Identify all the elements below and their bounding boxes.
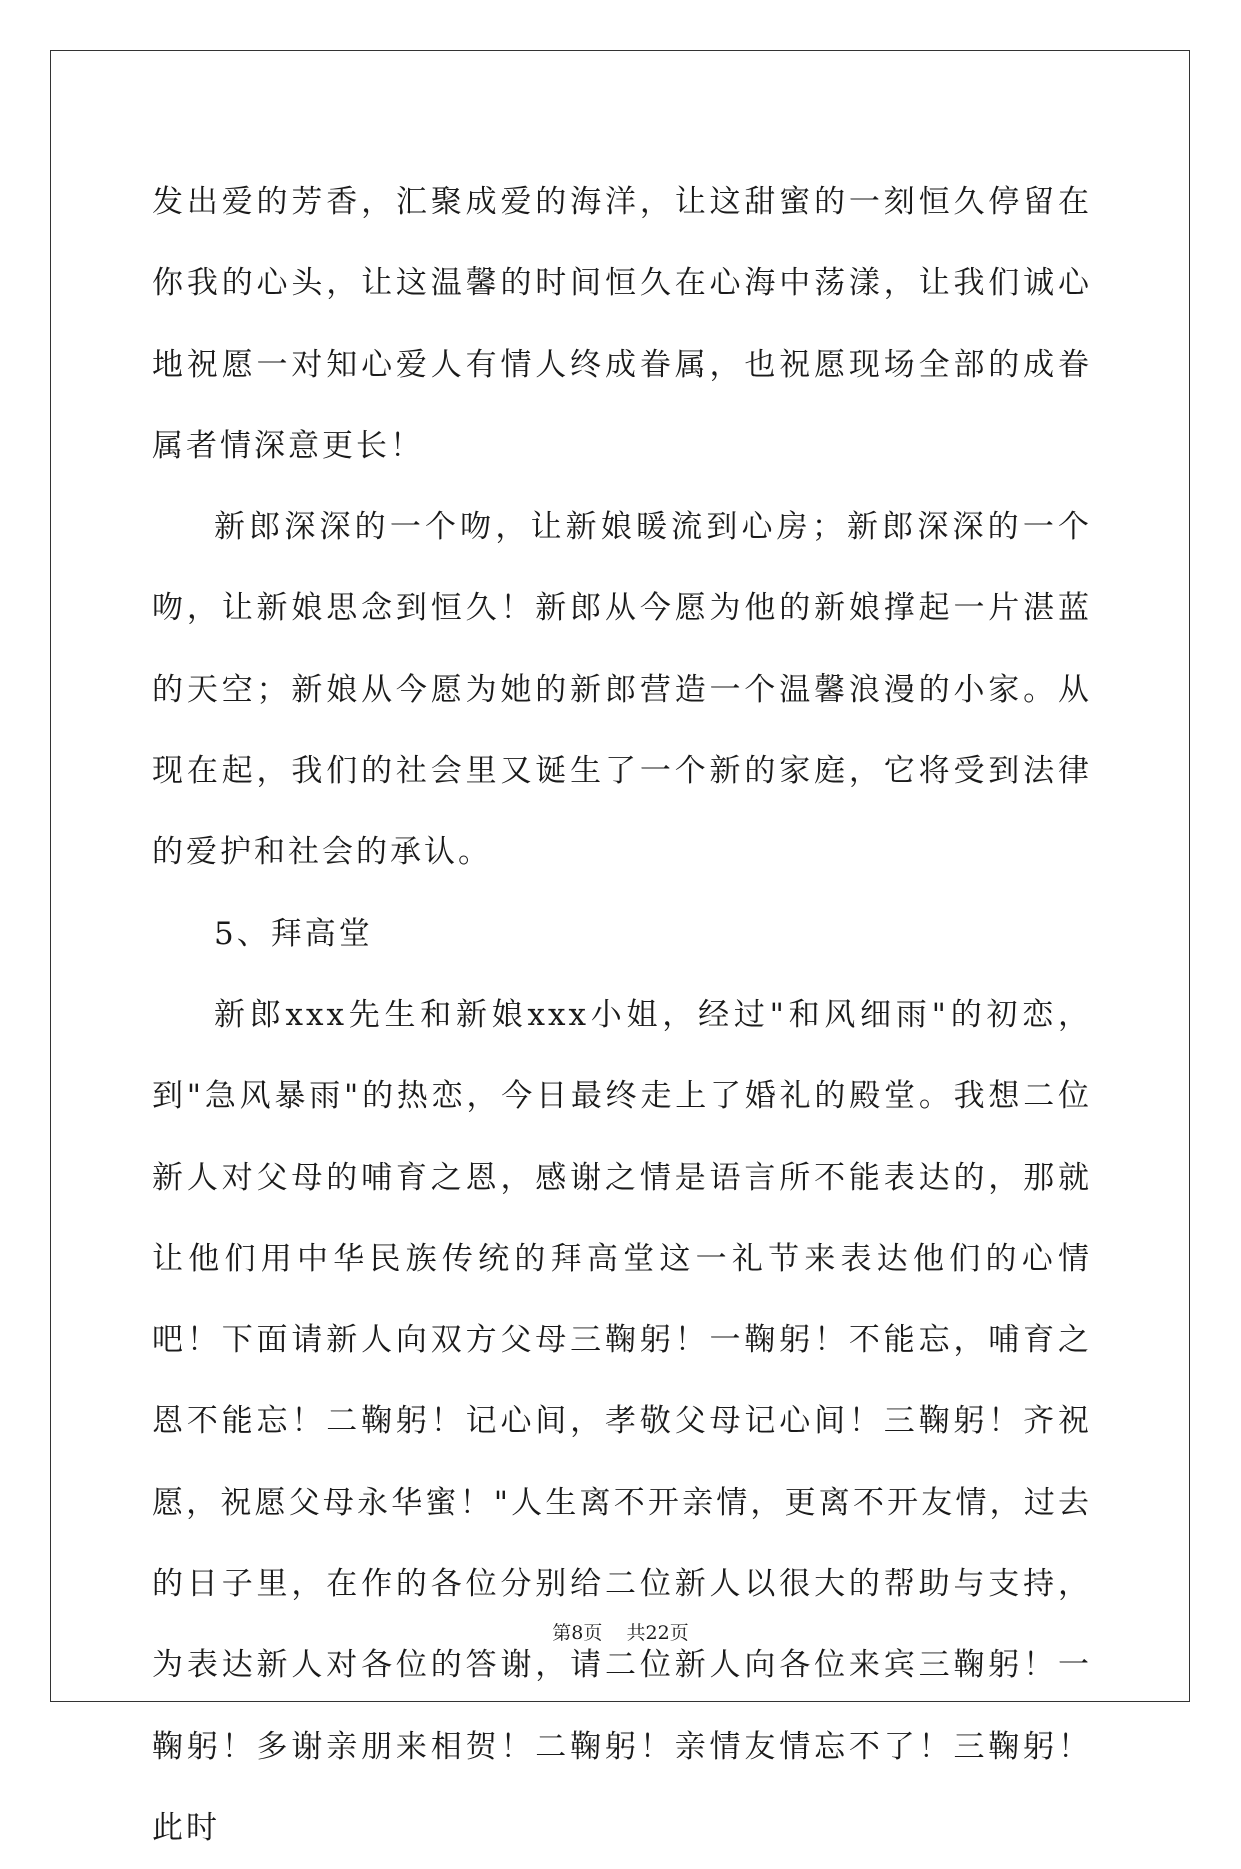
page-number: 第8页 — [552, 1622, 603, 1644]
section-heading: 5、拜高堂 — [214, 915, 373, 952]
document-body — [152, 162, 1092, 1869]
paragraph: 发出爱的芳香，汇聚成爱的海洋，让这甜蜜的一刻恒久停留在你我的心头，让这温馨的时间恒久在心海中荡漾，让我们诚心地祝愿一对知心爱人有情人终成眷属，也祝愿现场全部的成眷属者情深意更长！ — [152, 184, 1092, 464]
paragraph: 新郎xxx先生和新娘xxx小姐，经过"和风细雨"的初恋，到"急风暴雨"的热恋，今日最终走上了婚礼的殿堂。我想二位新人对父母的哺育之恩，感谢之情是语言所不能表达的，那就让他们用中华民族传统的拜高堂这一礼节来表达他们的心情吧！下面请新人向双方父母三鞠躬！一鞠躬！不能忘，哺育之恩不能忘！二鞠躬！记心间，孝敬父母记心间！三鞠躬！齐祝愿，祝愿父母永华蜜！"人生离不开亲情，更离不开友情，过去的日子里，在作的各位分别给二位新人以很大的帮助与支持，为表达新人对各位的答谢，请二位新人向各位来宾三鞠躬！一鞠躬！多谢亲朋来相贺！二鞠躬！亲情友情忘不了！三鞠躬！此时 — [152, 996, 1092, 1846]
paragraph: 新郎深深的一个吻，让新娘暖流到心房；新郎深深的一个吻，让新娘思念到恒久！新郎从今愿为他的新娘撑起一片湛蓝的天空；新娘从今愿为她的新郎营造一个温馨浪漫的小家。从现在起，我们的社会里又诞生了一个新的家庭，它将受到法律的爱护和社会的承认。 — [152, 509, 1092, 871]
total-pages: 共22页 — [626, 1622, 689, 1644]
footer-separator — [602, 1622, 626, 1644]
page-footer — [0, 1618, 1241, 1645]
